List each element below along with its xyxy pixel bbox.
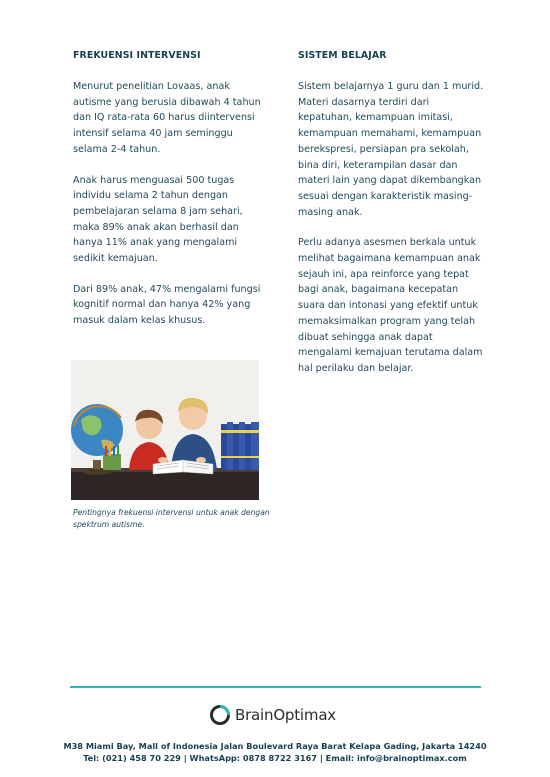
section-heading-frekuensi: FREKUENSI INTERVENSI <box>73 50 201 61</box>
left-column <box>73 50 265 344</box>
footer-contact: Tel: (021) 458 70 229 | WhatsApp: 0878 8722 3167 | Email: info@brainoptimax.com <box>83 753 467 763</box>
photo-illustration <box>71 360 259 500</box>
paragraph: Sistem belajarnya 1 guru dan 1 murid. Materi dasarnya terdiri dari kepatuhan, kemampuan imitasi, kemampuan memahami, kemampuan berekspresi, persiapan pra sekolah, bina diri, keterampilan dasar dan materi lain yang dapat dikembangkan sesuai dengan karakteristik masing-masing anak. <box>298 81 484 218</box>
paragraph: Menurut penelitian Lovaas, anak autisme yang berusia dibawah 4 tahun dan IQ rata-rata 60 harus diintervensi intensif selama 40 jam seminggu selama 2-4 tahun. <box>73 81 261 155</box>
paragraph: Perlu adanya asesmen berkala untuk melihat bagaimana kemampuan anak sejauh ini, apa reinforce yang tepat bagi anak, bagaimana kecepatan suara dan intonasi yang efektif untuk memaksimalkan program yang telah dibuat sehingga anak dapat mengalami kemajuan terutama dalam hal perilaku dan belajar. <box>298 237 483 374</box>
footer-divider <box>70 686 481 688</box>
footer-address: M38 Miami Bay, Mall of Indonesia Jalan Boulevard Raya Barat Kelapa Gading, Jakarta 14240 <box>63 741 487 751</box>
brainoptimax-logo <box>209 702 336 728</box>
section-heading-sistem-belajar: SISTEM BELAJAR <box>298 50 387 61</box>
paragraph: Dari 89% anak, 47% mengalami fungsi kognitif normal dan hanya 42% yang masuk dalam kelas khusus. <box>73 283 261 327</box>
photo-caption: Pentingnya frekuensi intervensi untuk anak dengan spektrum autisme. <box>73 508 270 529</box>
logo-text: BrainOptimax <box>235 706 336 724</box>
brain-logo-icon <box>209 704 231 726</box>
paragraph: Anak harus menguasai 500 tugas individu selama 2 tahun dengan pembelajaran selama 8 jam sehari, maka 89% anak akan berhasil dan hanya 11% anak yang mengalami sedikit kemajuan. <box>73 174 243 265</box>
children-reading-photo <box>71 360 259 500</box>
right-column <box>298 50 486 392</box>
